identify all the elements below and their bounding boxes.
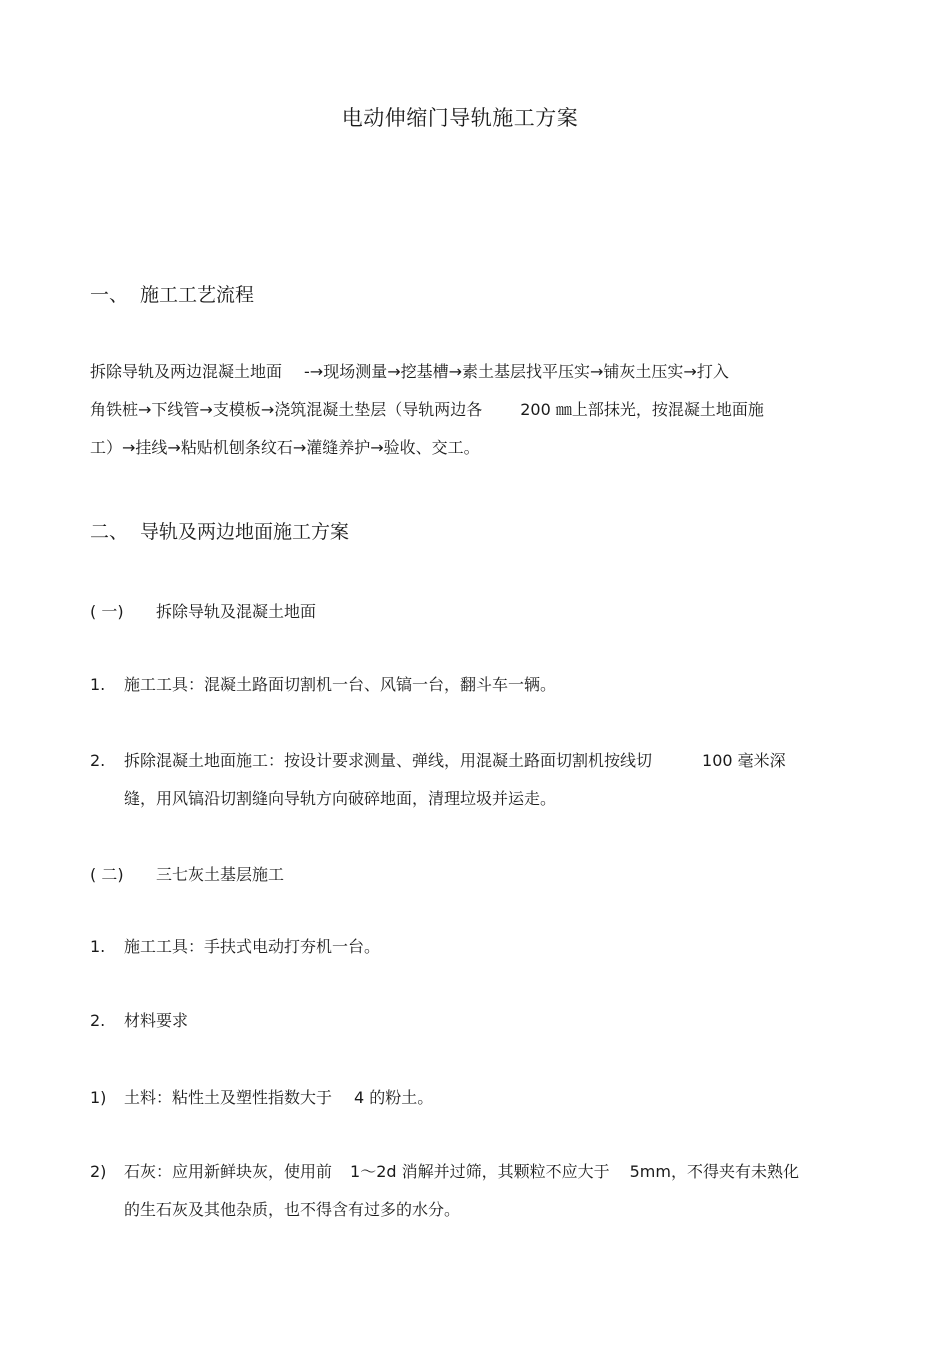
document-title: 电动伸缩门导轨施工方案: [341, 106, 579, 130]
list-item: [90, 1002, 188, 1040]
subsection-number: ( 一): [90, 602, 124, 621]
item-text: 土料：粘性土及塑性指数大于: [124, 1088, 333, 1107]
subsection-title: 三七灰土基层施工: [156, 865, 285, 884]
item-number: 1.: [90, 937, 106, 956]
item-text: 拆除混凝土地面施工：按设计要求测量、弹线，用混凝土路面切割机按线切: [124, 751, 653, 770]
item-number: 1): [90, 1088, 107, 1107]
flow-text: 200 ㎜上部抹光，按混凝土地面施: [520, 400, 764, 419]
list-item: [90, 742, 786, 818]
item-number: 2.: [90, 751, 106, 770]
flow-text: 拆除导轨及两边混凝土地面: [90, 362, 283, 381]
item-text: 1～2d 消解并过筛，其颗粒不应大于: [350, 1162, 610, 1181]
item-text: 石灰：应用新鲜块灰，使用前: [124, 1162, 333, 1181]
section-heading-1: [90, 280, 254, 307]
item-number: 2): [90, 1162, 107, 1181]
section-heading-2: [90, 517, 349, 544]
section-number: 一、: [90, 284, 129, 306]
item-text: 施工工具：混凝土路面切割机一台、风镐一台，翻斗车一辆。: [124, 675, 557, 694]
section-title: 导轨及两边地面施工方案: [140, 521, 350, 543]
item-text: 4 的粉土。: [354, 1088, 434, 1107]
process-flow-paragraph: [90, 353, 860, 467]
item-number: 2.: [90, 1011, 106, 1030]
subsection-heading-2: [90, 862, 284, 885]
subsection-title: 拆除导轨及混凝土地面: [156, 602, 317, 621]
list-item: [90, 666, 556, 704]
item-number: 1.: [90, 675, 106, 694]
item-text: 100 毫米深: [702, 751, 786, 770]
subsection-number: ( 二): [90, 865, 124, 884]
section-number: 二、: [90, 521, 129, 543]
item-text: 施工工具：手扶式电动打夯机一台。: [124, 937, 381, 956]
flow-line-1: [90, 353, 860, 391]
flow-text: -→现场测量→挖基槽→素土基层找平压实→铺灰土压实→打入: [304, 362, 729, 381]
flow-line-3: 工）→挂线→粘贴机刨条纹石→灌缝养护→验收、交工。: [90, 438, 480, 457]
flow-line-2: [90, 391, 860, 429]
material-item: [90, 1153, 799, 1229]
item-text: 材料要求: [124, 1011, 189, 1030]
item-text-continued: 的生石灰及其他杂质，也不得含有过多的水分。: [124, 1200, 461, 1219]
material-item: [90, 1079, 433, 1117]
section-title: 施工工艺流程: [140, 284, 255, 306]
list-item: [90, 928, 380, 966]
subsection-heading-1: [90, 599, 316, 622]
flow-text: 角铁桩→下线管→支模板→浇筑混凝土垫层（导轨两边各: [90, 400, 483, 419]
item-text: 5mm，不得夹有未熟化: [629, 1162, 799, 1181]
item-text-continued: 缝，用风镐沿切割缝向导轨方向破碎地面，清理垃圾并运走。: [124, 789, 557, 808]
